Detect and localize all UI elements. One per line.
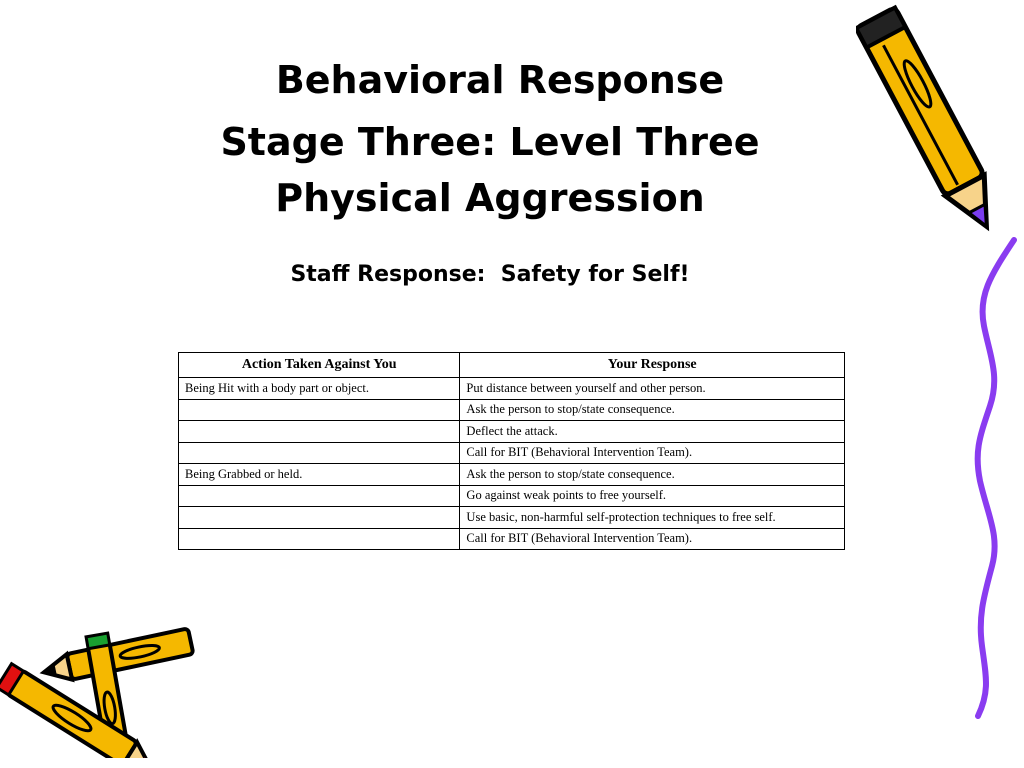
action-cell: Being Hit with a body part or object. [179,378,460,400]
response-cell: Use basic, non-harmful self-protection techniques to free self. [460,507,845,529]
pencils-clipart-icon [0,618,210,758]
response-cell: Put distance between yourself and other person. [460,378,845,400]
table-row [179,442,845,464]
table-row [179,528,845,550]
response-cell: Deflect the attack. [460,421,845,443]
action-cell [179,421,460,443]
title-line-3: Physical Aggression [275,176,705,220]
table-row [179,421,845,443]
action-cell: Being Grabbed or held. [179,464,460,486]
response-cell: Call for BIT (Behavioral Intervention Team). [460,442,845,464]
title-line-2: Stage Three: Level Three [220,120,760,164]
table-row [179,378,845,400]
response-cell: Ask the person to stop/state consequence. [460,464,845,486]
staff-response-subtitle: Staff Response: Safety for Self! [290,262,690,287]
column-header-response: Your Response [460,353,845,378]
response-table [178,352,845,550]
response-cell: Go against weak points to free yourself. [460,485,845,507]
table-row [179,507,845,529]
action-cell [179,399,460,421]
table-row [179,399,845,421]
action-cell [179,442,460,464]
pencil-clipart-icon [856,0,1006,245]
action-cell [179,507,460,529]
column-header-action: Action Taken Against You [179,353,460,378]
table-row [179,464,845,486]
response-cell: Ask the person to stop/state consequence. [460,399,845,421]
action-cell [179,528,460,550]
response-cell: Call for BIT (Behavioral Intervention Team). [460,528,845,550]
table-header-row [179,353,845,378]
squiggle-line-icon [960,236,1020,720]
title-line-1: Behavioral Response [275,58,725,102]
table-row [179,485,845,507]
action-cell [179,485,460,507]
